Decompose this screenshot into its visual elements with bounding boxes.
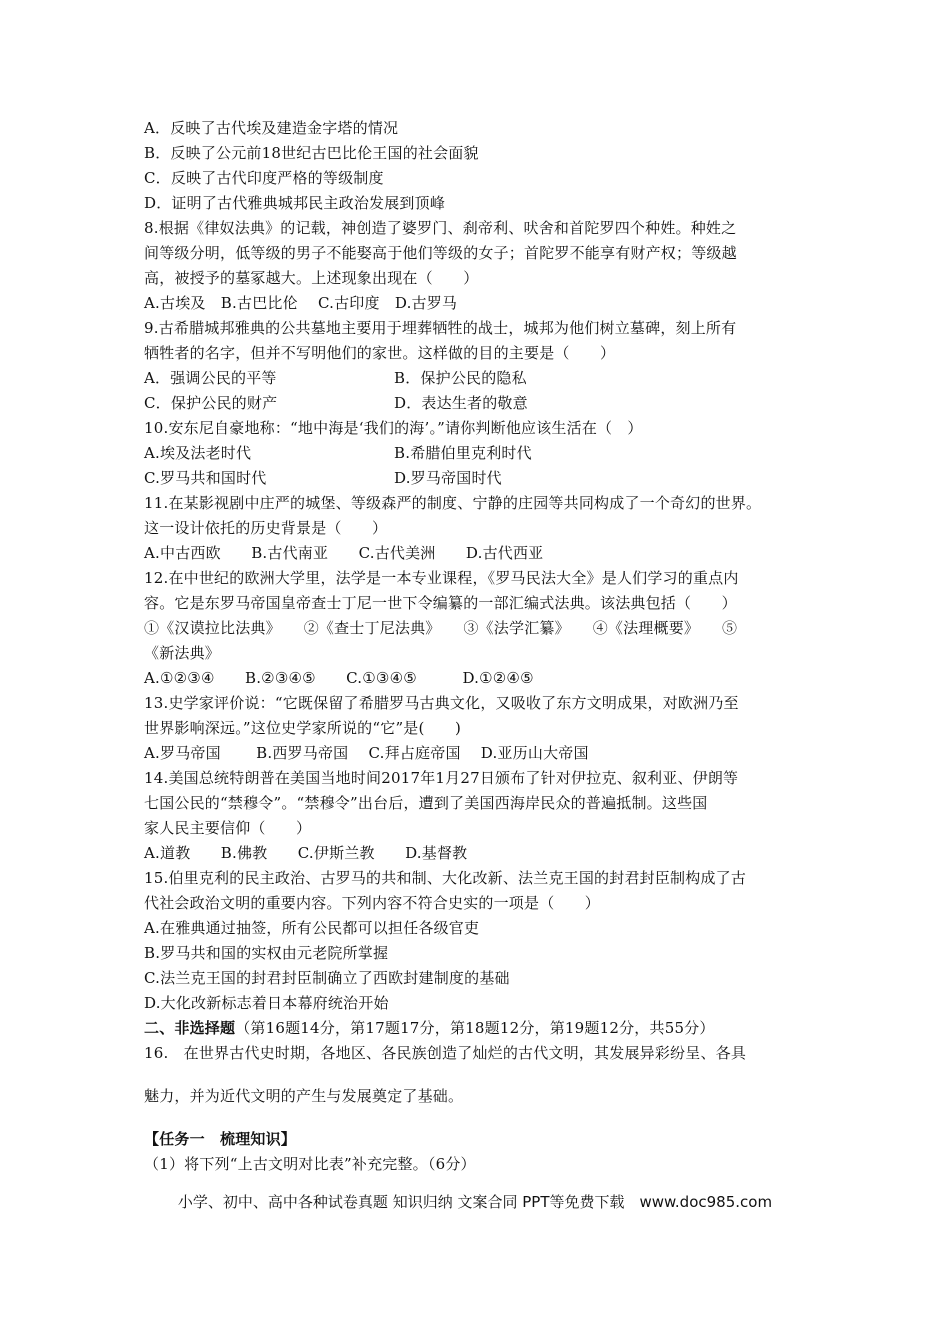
q16-sub-1: （1）将下列“上古文明对比表”补充完整。（6分） <box>144 1155 476 1173</box>
q15-text-1: 15.伯里克利的民主政治、古罗马的共和制、大化改新、法兰克王国的封君封臣制构成了古 <box>144 869 747 887</box>
q7-option-c: C．反映了古代印度严格的等级制度 <box>144 169 384 187</box>
q9-text-2: 牺牲者的名字，但并不写明他们的家世。这样做的目的主要是（ ） <box>144 344 616 362</box>
q7-option-b: B．反映了公元前18世纪古巴比伦王国的社会面貌 <box>144 144 479 162</box>
footer-download-note: 小学、初中、高中各种试卷真题 知识归纳 文案合同 PPT等免费下载 www.doc985.com <box>177 1193 773 1211</box>
q12-text-4: 《新法典》 <box>144 644 221 662</box>
exam-content <box>144 116 820 1177</box>
q10-options-row-2 <box>144 466 820 491</box>
q13-text-2: 世界影响深远。”这位史学家所说的“它”是( ) <box>144 719 462 737</box>
q8-text-1: 8.根据《律奴法典》的记载，神创造了婆罗门、刹帝利、吠舍和首陀罗四个种姓。种姓之 <box>144 219 737 237</box>
q9-option-d: D．表达生者的敬意 <box>394 394 528 412</box>
q10-option-b: B.希腊伯里克利时代 <box>394 444 532 462</box>
q15-text-2: 代社会政治文明的重要内容。下列内容不符合史实的一项是（ ） <box>144 894 601 912</box>
q12-text-1: 12.在中世纪的欧洲大学里，法学是一本专业课程，《罗马民法大全》是人们学习的重点内 <box>144 569 739 587</box>
question-12 <box>144 566 820 691</box>
question-15 <box>144 866 820 1016</box>
section-2-heading <box>144 1016 820 1041</box>
q10-option-d: D.罗马帝国时代 <box>394 469 502 487</box>
q15-option-c: C.法兰克王国的封君封臣制确立了西欧封建制度的基础 <box>144 969 510 987</box>
q9-options-row-2 <box>144 391 820 416</box>
q16-text-1: 16. 在世界古代史时期，各地区、各民族创造了灿烂的古代文明，其发展异彩纷呈、各具 <box>144 1044 747 1062</box>
q15-option-b: B.罗马共和国的实权由元老院所掌握 <box>144 944 389 962</box>
q10-text-1: 10.安东尼自豪地称：“地中海是‘我们的海’。”请你判断他应该生活在（ ） <box>144 419 643 437</box>
q9-option-b: B．保护公民的隐私 <box>394 369 527 387</box>
q8-text-3: 高，被授予的墓冢越大。上述现象出现在（ ） <box>144 269 479 287</box>
q14-options: A.道教 B.佛教 C.伊斯兰教 D.基督教 <box>144 844 468 862</box>
question-13 <box>144 691 820 766</box>
question-9 <box>144 316 820 416</box>
section-2-title: 二、非选择题 <box>144 1019 236 1037</box>
q9-option-a: A．强调公民的平等 <box>144 369 277 387</box>
q16-task-1: 【任务一 梳理知识】 <box>144 1130 297 1148</box>
question-10 <box>144 416 820 491</box>
q13-text-1: 13.史学家评价说：“它既保留了希腊罗马古典文化，又吸收了东方文明成果，对欧洲乃至 <box>144 694 739 712</box>
q14-text-3: 家人民主要信仰（ ） <box>144 819 312 837</box>
q10-option-a: A.埃及法老时代 <box>144 444 252 462</box>
section-2-score-note: （第16题14分，第17题17分，第18题12分，第19题12分，共55分） <box>235 1019 715 1037</box>
q9-options-row-1 <box>144 366 820 391</box>
q15-option-d: D.大化改新标志着日本幕府统治开始 <box>144 994 389 1012</box>
q7-option-a: A．反映了古代埃及建造金字塔的情况 <box>144 119 399 137</box>
question-11 <box>144 491 820 566</box>
q12-options: A.①②③④ B.②③④⑤ C.①③④⑤ D.①②④⑤ <box>144 669 534 687</box>
q11-options: A.中古西欧 B.古代南亚 C.古代美洲 D.古代西亚 <box>144 544 544 562</box>
q7-option-d: D．证明了古代雅典城邦民主政治发展到顶峰 <box>144 194 446 212</box>
q11-text-2: 这一设计依托的历史背景是（ ） <box>144 519 388 537</box>
q11-text-1: 11.在某影视剧中庄严的城堡、等级森严的制度、宁静的庄园等共同构成了一个奇幻的世界。 <box>144 494 762 512</box>
q10-options-row-1 <box>144 441 820 466</box>
question-16 <box>144 1041 820 1177</box>
q9-option-c: C．保护公民的财产 <box>144 394 278 412</box>
question-8 <box>144 216 820 316</box>
q16-text-2: 魅力，并为近代文明的产生与发展奠定了基础。 <box>144 1087 464 1105</box>
q12-text-3: ①《汉谟拉比法典》 ②《查士丁尼法典》 ③《法学汇纂》 ④《法理概要》 ⑤ <box>144 619 738 637</box>
q14-text-1: 14.美国总统特朗普在美国当地时间2017年1月27日颁布了针对伊拉克、叙利亚、伊朗等 <box>144 769 739 787</box>
q12-text-2: 容。它是东罗马帝国皇帝查士丁尼一世下令编纂的一部汇编式法典。该法典包括（ ） <box>144 594 737 612</box>
q15-option-a: A.在雅典通过抽签，所有公民都可以担任各级官吏 <box>144 919 480 937</box>
q13-options: A.罗马帝国 B.西罗马帝国 C.拜占庭帝国 D.亚历山大帝国 <box>144 744 589 762</box>
q14-text-2: 七国公民的“禁穆令”。“禁穆令”出台后，遭到了美国西海岸民众的普遍抵制。这些国 <box>144 794 708 812</box>
q9-text-1: 9.古希腊城邦雅典的公共墓地主要用于埋葬牺牲的战士，城邦为他们树立墓碑，刻上所有 <box>144 319 737 337</box>
q8-text-2: 间等级分明，低等级的男子不能娶高于他们等级的女子；首陀罗不能享有财产权；等级越 <box>144 244 737 262</box>
q10-option-c: C.罗马共和国时代 <box>144 469 267 487</box>
q7-options <box>144 116 820 216</box>
q8-options: A.古埃及 B.古巴比伦 C.古印度 D.古罗马 <box>144 294 458 312</box>
question-14 <box>144 766 820 866</box>
